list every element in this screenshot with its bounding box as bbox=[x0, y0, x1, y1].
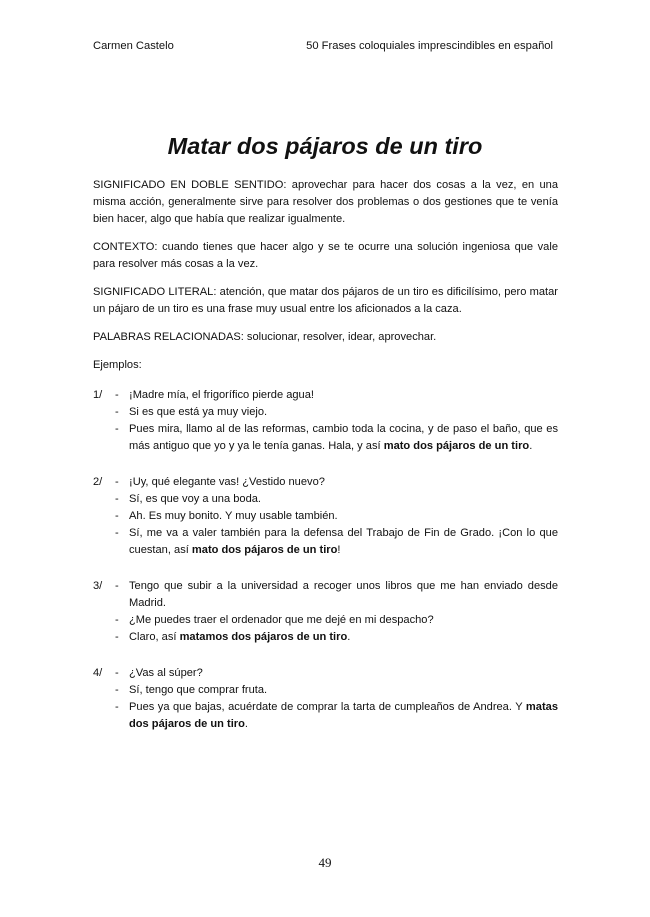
dialogue-dash: - bbox=[115, 476, 119, 488]
dialogue-dash: - bbox=[115, 667, 119, 679]
dialogue-line bbox=[115, 699, 558, 733]
dialogue-text-plain: Sí, me va a valer también para la defensa del Trabajo de Fin de Grado. ¡Con lo que cuestan, así bbox=[129, 527, 558, 556]
example-block bbox=[93, 665, 558, 733]
relacionadas-text: solucionar, resolver, idear, aprovechar. bbox=[243, 331, 437, 343]
example-dialogue bbox=[115, 387, 558, 455]
literal-label: SIGNIFICADO LITERAL: bbox=[93, 286, 217, 298]
dialogue-text-end: . bbox=[347, 631, 351, 643]
example-number: 1/ bbox=[93, 389, 103, 401]
example-block bbox=[93, 387, 558, 455]
dialogue-line bbox=[115, 421, 558, 455]
dialogue-text bbox=[129, 665, 558, 682]
relacionadas-label: PALABRAS RELACIONADAS: bbox=[93, 331, 244, 343]
dialogue-text-end: . bbox=[529, 440, 533, 452]
dialogue-text bbox=[129, 387, 558, 404]
dialogue-text bbox=[129, 682, 558, 699]
dialogue-dash: - bbox=[115, 493, 119, 505]
dialogue-line bbox=[115, 578, 558, 612]
dialogue-dash: - bbox=[115, 527, 119, 539]
dialogue-text-end: ! bbox=[337, 544, 341, 556]
page-title: Matar dos pájaros de un tiro bbox=[167, 133, 483, 159]
dialogue-text-plain: Ah. Es muy bonito. Y muy usable también. bbox=[129, 510, 338, 522]
example-dialogue bbox=[115, 578, 558, 646]
dialogue-text-plain: Sí, es que voy a una boda. bbox=[129, 493, 261, 505]
dialogue-line bbox=[115, 629, 558, 646]
header-author: Carmen Castelo bbox=[93, 40, 174, 52]
dialogue-line bbox=[115, 682, 558, 699]
idiom-highlight: mato dos pájaros de un tiro bbox=[191, 544, 338, 556]
significado-text: aprovechar para hacer dos cosas a la vez, en una misma acción, generalmente sirve para resolver dos problemas o dos gestiones que te venía bien hacer, algo que había que realizar igualmente. bbox=[93, 179, 558, 225]
dialogue-text-end: . bbox=[244, 718, 248, 730]
dialogue-text bbox=[129, 612, 558, 629]
dialogue-text bbox=[129, 629, 558, 646]
dialogue-text bbox=[129, 404, 558, 421]
dialogue-dash: - bbox=[115, 684, 119, 696]
example-number: 4/ bbox=[93, 667, 103, 679]
dialogue-dash: - bbox=[115, 631, 119, 643]
example-number: 2/ bbox=[93, 476, 103, 488]
dialogue-text bbox=[129, 699, 558, 733]
dialogue-dash: - bbox=[115, 423, 119, 435]
dialogue-text-plain: Pues ya que bajas, acuérdate de comprar la tarta de cumpleaños de Andrea. Y bbox=[129, 701, 526, 713]
dialogue-text-plain: ¿Me puedes traer el ordenador que me dejé en mi despacho? bbox=[129, 614, 434, 626]
dialogue-dash: - bbox=[115, 510, 119, 522]
dialogue-dash: - bbox=[115, 389, 119, 401]
header-book-title: 50 Frases coloquiales imprescindibles en español bbox=[306, 40, 553, 52]
dialogue-text bbox=[129, 525, 558, 559]
dialogue-line bbox=[115, 665, 558, 682]
examples-list bbox=[93, 387, 558, 733]
dialogue-text-plain: Si es que está ya muy viejo. bbox=[129, 406, 268, 418]
dialogue-dash: - bbox=[115, 701, 119, 713]
relacionadas-paragraph bbox=[93, 329, 558, 346]
dialogue-line bbox=[115, 525, 558, 559]
dialogue-text-plain: Tengo que subir a la universidad a recoger unos libros que me han enviado desde Madrid. bbox=[129, 580, 558, 609]
dialogue-text-plain: Pues mira, llamo al de las reformas, cambio toda la cocina, y de paso el baño, que es más antiguo que yo y ya le tenía ganas. Hala, y así bbox=[129, 423, 558, 452]
dialogue-text-plain: Claro, así bbox=[129, 631, 180, 643]
idiom-highlight: matamos dos pájaros de un tiro bbox=[179, 631, 348, 643]
dialogue-dash: - bbox=[115, 614, 119, 626]
significado-paragraph bbox=[93, 177, 558, 228]
dialogue-text-plain: ¿Vas al súper? bbox=[129, 667, 203, 679]
example-block bbox=[93, 578, 558, 646]
dialogue-dash: - bbox=[115, 406, 119, 418]
dialogue-text-plain: ¡Madre mía, el frigorífico pierde agua! bbox=[129, 389, 314, 401]
idiom-highlight: matas dos pájaros de un tiro bbox=[129, 701, 558, 730]
idiom-highlight: mato dos pájaros de un tiro bbox=[383, 440, 530, 452]
dialogue-line bbox=[115, 508, 558, 525]
dialogue-line bbox=[115, 404, 558, 421]
contexto-label: CONTEXTO: bbox=[93, 241, 158, 253]
dialogue-line bbox=[115, 387, 558, 404]
contexto-paragraph bbox=[93, 239, 558, 273]
dialogue-line bbox=[115, 474, 558, 491]
example-dialogue bbox=[115, 665, 558, 733]
contexto-text: cuando tienes que hacer algo y se te ocurre una solución ingeniosa que vale para resolver más cosas a la vez. bbox=[93, 241, 558, 270]
dialogue-text bbox=[129, 578, 558, 612]
example-number: 3/ bbox=[93, 580, 103, 592]
dialogue-line bbox=[115, 612, 558, 629]
dialogue-text-plain: Sí, tengo que comprar fruta. bbox=[129, 684, 268, 696]
dialogue-text-plain: ¡Uy, qué elegante vas! ¿Vestido nuevo? bbox=[129, 476, 325, 488]
page-number: 49 bbox=[318, 855, 332, 870]
dialogue-text bbox=[129, 474, 558, 491]
literal-text: atención, que matar dos pájaros de un tiro es dificilísimo, pero matar un pájaro de un tiro es una frase muy usual entre los aficionados a la caza. bbox=[93, 286, 558, 315]
ejemplos-heading: Ejemplos: bbox=[93, 359, 142, 371]
page-body bbox=[93, 177, 558, 752]
example-dialogue bbox=[115, 474, 558, 559]
dialogue-dash: - bbox=[115, 580, 119, 592]
dialogue-text bbox=[129, 508, 558, 525]
significado-label: SIGNIFICADO EN DOBLE SENTIDO: bbox=[93, 179, 287, 191]
dialogue-text bbox=[129, 421, 558, 455]
dialogue-text bbox=[129, 491, 558, 508]
dialogue-line bbox=[115, 491, 558, 508]
literal-paragraph bbox=[93, 284, 558, 318]
example-block bbox=[93, 474, 558, 559]
